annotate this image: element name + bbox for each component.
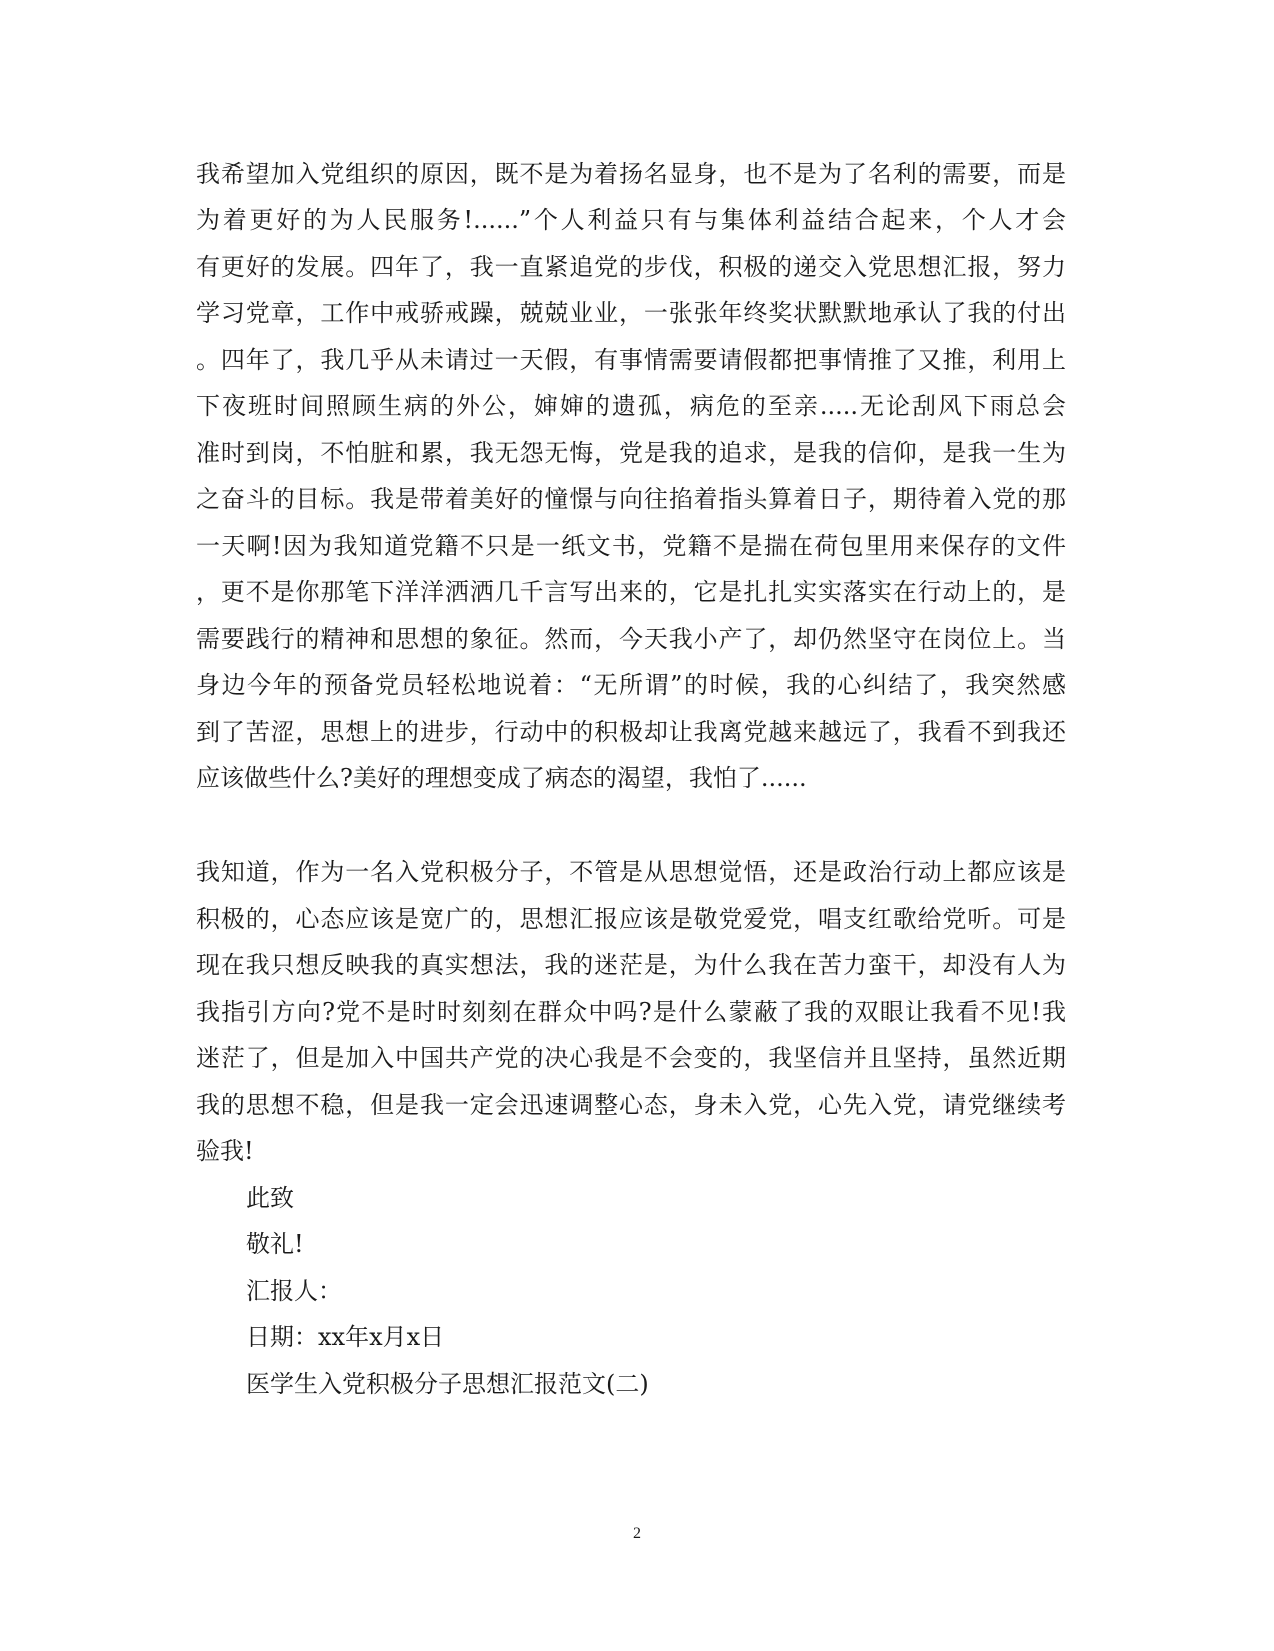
paragraph-1-line: 到了苦涩，思想上的进步，行动中的积极却让我离党越来越远了，我看不到我还 [196,718,1066,746]
paragraph-1-line: 身边今年的预备党员轻松地说着：“无所谓”的时候，我的心纠结了，我突然感 [196,671,1066,699]
reporter-label: 汇报人： [246,1277,342,1305]
paragraph-2-line: 验我! [196,1137,254,1165]
page-number: 2 [633,1525,641,1542]
paragraph-2-line: 迷茫了，但是加入中国共产党的决心我是不会变的，我坚信并且坚持，虽然近期 [196,1044,1066,1072]
paragraph-1-line: 需要践行的精神和思想的象征。然而，今天我小产了，却仍然坚守在岗位上。当 [196,625,1066,653]
paragraph-1-line: 之奋斗的目标。我是带着美好的憧憬与向往掐着指头算着日子，期待着入党的那 [196,485,1066,513]
paragraph-2-line: 我知道，作为一名入党积极分子，不管是从思想觉悟，还是政治行动上都应该是 [196,858,1066,886]
paragraph-1-line: 为着更好的为人民服务!......”个人利益只有与集体利益结合起来，个人才会 [196,206,1066,234]
paragraph-2-line: 积极的，心态应该是宽广的，思想汇报应该是敬党爱党，唱支红歌给党听。可是 [196,905,1066,933]
paragraph-1-line: ，更不是你那笔下洋洋洒洒几千言写出来的，它是扎扎实实落实在行动上的，是 [196,578,1066,606]
paragraph-2-line: 现在我只想反映我的真实想法，我的迷茫是，为什么我在苦力蛮干，却没有人为 [196,951,1066,979]
paragraph-1-line: 准时到岗，不怕脏和累，我无怨无悔，党是我的追求，是我的信仰，是我一生为 [196,439,1066,467]
paragraph-1-line: 应该做些什么?美好的理想变成了病态的渴望，我怕了...... [196,764,807,792]
paragraph-1-line: 我希望加入党组织的原因，既不是为着扬名显身，也不是为了名利的需要，而是 [196,160,1066,188]
regards: 敬礼! [246,1230,304,1258]
paragraph-2-line: 我的思想不稳，但是我一定会迅速调整心态，身未入党，心先入党，请党继续考 [196,1091,1066,1119]
paragraph-1-line: 学习党章，工作中戒骄戒躁，兢兢业业，一张张年终奖状默默地承认了我的付出 [196,299,1066,327]
date-line: 日期：xx年x月x日 [246,1323,445,1351]
paragraph-1-line: 下夜班时间照顾生病的外公，婶婶的遗孤，病危的至亲.....无论刮风下雨总会 [196,392,1066,420]
paragraph-1-line: 。四年了，我几乎从未请过一天假，有事情需要请假都把事情推了又推，利用上 [196,346,1066,374]
paragraph-1-line: 有更好的发展。四年了，我一直紧追党的步伐，积极的递交入党思想汇报，努力 [196,253,1066,281]
next-section-title: 医学生入党积极分子思想汇报范文(二) [246,1370,649,1398]
salutation: 此致 [246,1184,294,1212]
paragraph-1-line: 一天啊!因为我知道党籍不只是一纸文书，党籍不是揣在荷包里用来保存的文件 [196,532,1066,560]
paragraph-2-line: 我指引方向?党不是时时刻刻在群众中吗?是什么蒙蔽了我的双眼让我看不见!我 [196,998,1066,1026]
